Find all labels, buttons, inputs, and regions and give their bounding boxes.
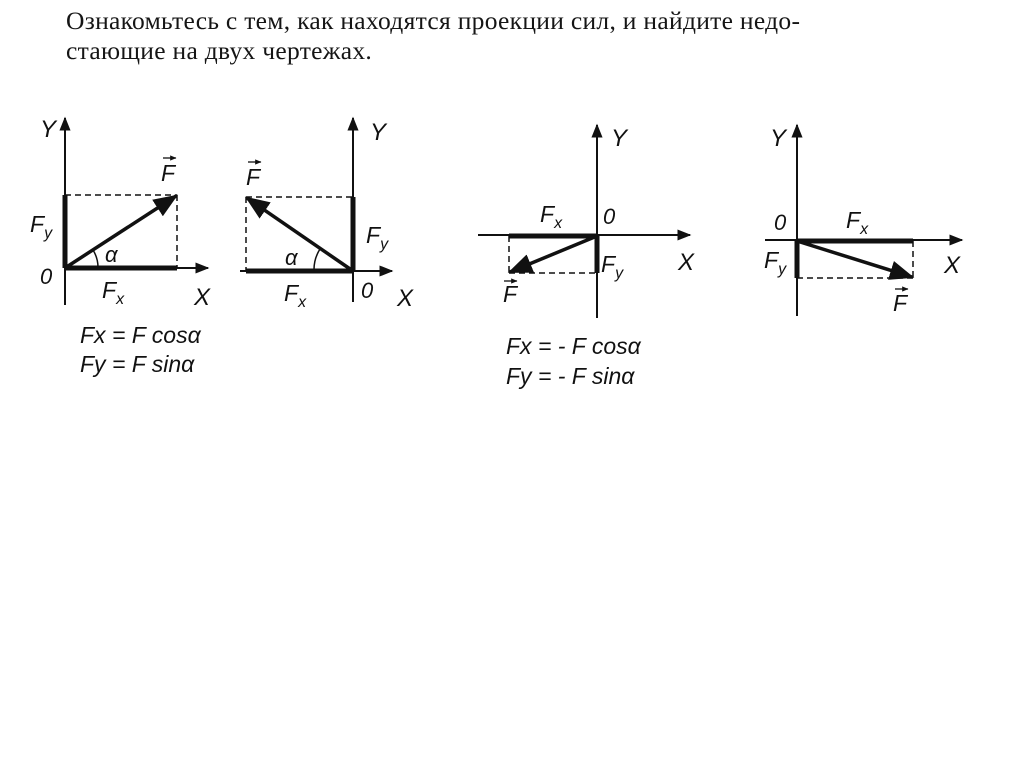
fig2-force-vector: [247, 198, 353, 271]
fig3-force-label: F: [503, 281, 518, 307]
fig1-origin-label: 0: [40, 264, 53, 289]
fig1-x-label: X: [194, 284, 211, 311]
fig2-fy-label: $F_y$: [366, 222, 389, 253]
fig1-force-vector: [65, 196, 176, 268]
fig3-formula-fx: Fx = - F cosα: [506, 333, 641, 359]
fig4-origin-label: 0: [774, 210, 787, 235]
fig3-y-label: Y: [611, 125, 628, 152]
fig2-angle-label: α: [285, 245, 298, 270]
fig4-fx-label: $F_x$: [846, 207, 869, 238]
fig4-fy-label: $F_y$: [764, 247, 787, 278]
fig3-force-vector: [510, 236, 597, 272]
instruction-line-1: Ознакомьтесь с тем, как находятся проекции сил, и найдите недо-: [66, 6, 801, 35]
fig3-fx-label: $F_x$: [540, 201, 563, 232]
fig1-formula-fx: Fx = F cosα: [80, 322, 201, 348]
fig4-y-label: Y: [770, 125, 787, 152]
fig1-y-label: Y: [40, 116, 57, 143]
fig1-angle-arc: [93, 250, 98, 268]
figure-3: [478, 125, 695, 389]
fig2-origin-label: 0: [361, 278, 374, 303]
fig1-fx-label: $F_x$: [102, 277, 125, 308]
fig2-x-label: X: [397, 285, 414, 312]
figure-2: [240, 118, 414, 312]
fig1-formula-fy: Fy = F sinα: [80, 351, 195, 377]
instruction-line-2: стающие на двух чертежах.: [66, 36, 373, 65]
fig4-force-vector: [797, 241, 912, 277]
fig3-formula-fy: Fy = - F sinα: [506, 363, 635, 389]
fig3-fy-label: $F_y$: [601, 251, 624, 282]
fig2-force-label: F: [246, 164, 261, 190]
fig2-y-label: Y: [370, 119, 387, 146]
figure-4: [764, 125, 962, 316]
fig3-origin-label: 0: [603, 204, 616, 229]
figure-1: [30, 116, 211, 377]
fig3-x-label: X: [678, 249, 695, 276]
fig1-angle-label: α: [105, 242, 118, 267]
fig4-x-label: X: [944, 252, 961, 279]
fig1-fy-label: $F_y$: [30, 211, 53, 242]
fig2-fx-label: $F_x$: [284, 280, 307, 311]
fig4-force-label: F: [893, 290, 908, 316]
fig2-angle-arc: [314, 249, 320, 271]
fig1-force-label: F: [161, 160, 176, 186]
